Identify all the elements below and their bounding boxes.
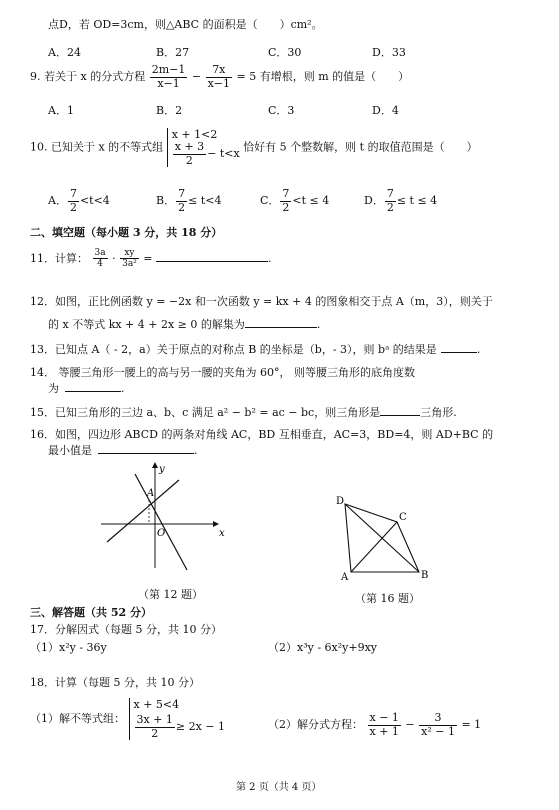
q10-ineq-2 (172, 141, 240, 167)
q10-ineq2-num: x + 3 (174, 140, 205, 154)
q11-dot: · (112, 251, 116, 265)
q10-opt-b-letter: B． (156, 194, 176, 208)
q16-answer-blank[interactable] (98, 453, 194, 454)
q17-part-1: （1）x²y - 36y (30, 641, 107, 654)
q9-f2-den: x−1 (207, 76, 230, 90)
q10-opt-b-den: 2 (178, 200, 186, 214)
q10-opt-d-num: 7 (386, 187, 394, 200)
q13-stem: 13．已知点 A（ - 2，a）关于原点的对称点 B 的坐标是（b，- 3），则 bᵃ 的结果是 . (30, 343, 481, 356)
q18-p2-f1-num: x − 1 (369, 711, 399, 724)
q18-ineq2-den: 2 (151, 726, 159, 740)
q8-option-b: B．27 (156, 46, 190, 59)
q10-opt-a-num: 7 (69, 187, 77, 200)
q10-stem-b: 恰好有 5 个整数解，则 t 的取值范围是（ ） (243, 140, 478, 154)
q11-f1-den: 4 (97, 259, 103, 270)
q15-stem (30, 406, 457, 419)
q18-title: 18．计算（每题 5 分，共 10 分） (30, 676, 200, 689)
q17-part-2: （2）x³y - 6x²y+9xy (268, 641, 377, 654)
section-3-heading: 三、解答题（共 52 分） (30, 606, 152, 619)
q11-fraction-2 (120, 248, 139, 270)
q18-p2-f2-den: x² − 1 (421, 724, 455, 738)
q8-option-c: C．30 (268, 46, 302, 59)
q10-inequality-system (167, 128, 240, 167)
q9-stem-b: = 5 有增根，则 m 的值是（ ） (236, 70, 410, 84)
q10-ineq-1: x + 1<2 (171, 128, 218, 141)
q14-line-1: 14． 等腰三角形一腰上的高与另一腰的夹角为 60°， 则等腰三角形的底角度数 (30, 366, 415, 379)
q12-answer-blank[interactable] (245, 327, 317, 328)
q10-opt-d-tail: ≤ t ≤ 4 (396, 194, 438, 208)
q9-fraction-2 (206, 64, 232, 90)
q18-p2-label: （2）解分式方程： (268, 718, 363, 732)
q10-stem-a: 10. 已知关于 x 的不等式组 (30, 140, 164, 154)
q11-stem: 11．计算： $\frac{3a}{4}$ · $\frac{xy}{\text{3a²}}$ = . (30, 248, 272, 270)
q11-eq: = (143, 251, 153, 265)
q11-fraction-1 (93, 248, 108, 270)
q12-line-2: 的 x 不等式 kx + 4 + 2x ≥ 0 的解集为 . (48, 318, 321, 331)
q9-f1-num: 2m−1 (151, 63, 186, 76)
q12-line-1: 12．如图，正比例函数 y = −2x 和一次函数 y = kx + 4 的图象相交于点 A（m，3），则关于 (30, 295, 493, 308)
q18-p2-fraction-2 (419, 712, 457, 738)
fig16-label-b: B (421, 570, 429, 581)
q10-opt-a-letter: A． (48, 194, 67, 208)
fig12-line-neg2x (135, 474, 187, 570)
q11-f1-num: 3a (94, 248, 106, 258)
q11-f2-num: xy (120, 248, 139, 259)
q10-stem (30, 128, 478, 167)
q15-answer-blank[interactable] (380, 415, 420, 416)
q10-option-b (156, 188, 221, 214)
q14-line-2: 为 . (48, 382, 125, 395)
q10-ineq2-tail: − t<x (207, 147, 240, 161)
q16-line-2: 最小值是 . (48, 444, 198, 457)
q18-ineq2-tail: ≥ 2x − 1 (175, 720, 226, 734)
q10-opt-d-den: 2 (386, 200, 394, 214)
q18-p1-label: （1）解不等式组： (30, 712, 125, 726)
q10-option-d (364, 188, 437, 214)
fig12-point-a-label: A (147, 488, 155, 499)
q8-option-a: A．24 (48, 46, 81, 59)
q18-p2-fraction-1 (368, 712, 401, 738)
q9-option-a: A．1 (48, 104, 74, 117)
q9-f1-den: x−1 (157, 76, 180, 90)
q10-opt-a-den: 2 (69, 200, 77, 214)
q14-answer-blank[interactable] (65, 391, 121, 392)
q18-p2-eq: = 1 (461, 718, 482, 732)
q9-stem-a: 9. 若关于 x 的分式方程 (30, 70, 146, 84)
q18-ineq-1: x + 5<4 (133, 698, 180, 711)
q15-text-a: 15．已知三角形的三边 a、b、c 满足 a² − b² = ac − bc，则三角形是 (30, 406, 381, 419)
q18-p2-f1-den: x + 1 (369, 724, 399, 738)
fig12-x-arrow (213, 521, 219, 527)
fig16-label-c: C (399, 512, 407, 523)
q18-ineq2-num: 3x + 1 (136, 713, 173, 727)
q18-inequality-system (129, 698, 226, 740)
q9-stem (30, 64, 409, 90)
fig12-y-label: y (159, 464, 165, 475)
q11-f2-den: 3a² (122, 259, 137, 270)
q11-answer-blank[interactable] (156, 261, 268, 262)
q10-opt-b-num: 7 (178, 187, 186, 200)
page-footer: 第 2 页（共 4 页） (236, 782, 322, 793)
fig16-label-d: D (336, 496, 345, 507)
q12-line-2-text: 的 x 不等式 kx + 4 + 2x ≥ 0 的解集为 (48, 318, 245, 331)
q10-option-c (260, 188, 329, 214)
q11-label: 11．计算： (30, 251, 88, 265)
q9-minus: − (191, 70, 202, 84)
q9-option-b: B．2 (156, 104, 183, 117)
figure-16 (335, 492, 445, 584)
q17-title: 17．分解因式（每题 5 分，共 10 分） (30, 623, 222, 636)
q8-option-d: D．33 (372, 46, 406, 59)
q9-f2-num: 7x (206, 64, 232, 78)
fig16-diagonal-ac (351, 522, 397, 572)
section-2-heading: 二、填空题（每小题 3 分，共 18 分） (30, 226, 223, 239)
q16-line-1: 16．如图，四边形 ABCD 的两条对角线 AC，BD 互相垂直，AC=3，BD=4，则 AD+BC 的 (30, 428, 494, 441)
fig16-diagonal-bd (345, 504, 419, 572)
q18-p2-f2-num: 3 (419, 712, 457, 726)
q18-ineq-2 (134, 714, 226, 740)
q10-option-a (48, 188, 110, 214)
q10-opt-d-letter: D． (364, 194, 384, 208)
q8-stem: 点D，若 OD=3cm，则△ABC 的面积是（ ）cm²。 (48, 18, 323, 31)
q10-opt-c-num: 7 (282, 187, 290, 200)
q10-opt-a-tail: <t<4 (79, 194, 110, 208)
q14-line-2-text: 为 (48, 382, 59, 395)
q18-p2-minus: − (405, 718, 415, 732)
q18-part-1 (30, 698, 225, 740)
q9-option-d: D．4 (372, 104, 399, 117)
q15-text-b: 三角形. (420, 406, 457, 419)
fig12-origin-label: O (157, 528, 166, 539)
figure-12 (95, 462, 225, 572)
q13-answer-blank[interactable] (441, 352, 477, 353)
q16-line-2-text: 最小值是 (48, 444, 92, 457)
fig16-label-a: A (341, 572, 349, 583)
fig12-caption: （第 12 题） (138, 588, 203, 601)
q9-option-c: C．3 (268, 104, 295, 117)
q10-opt-c-tail: <t ≤ 4 (292, 194, 330, 208)
fig12-y-arrow (152, 462, 158, 468)
q10-opt-c-den: 2 (282, 200, 290, 214)
q18-part-2 (268, 712, 481, 738)
fig12-x-label: x (219, 528, 225, 539)
fig16-caption: （第 16 题） (355, 592, 420, 605)
q10-opt-b-tail: ≤ t<4 (188, 194, 222, 208)
q13-text: 13．已知点 A（ - 2，a）关于原点的对称点 B 的坐标是（b，- 3），则 bᵃ 的结果是 (30, 343, 437, 356)
q10-opt-c-letter: C． (260, 194, 280, 208)
q9-fraction-1 (150, 64, 188, 90)
q10-ineq2-den: 2 (185, 153, 193, 167)
